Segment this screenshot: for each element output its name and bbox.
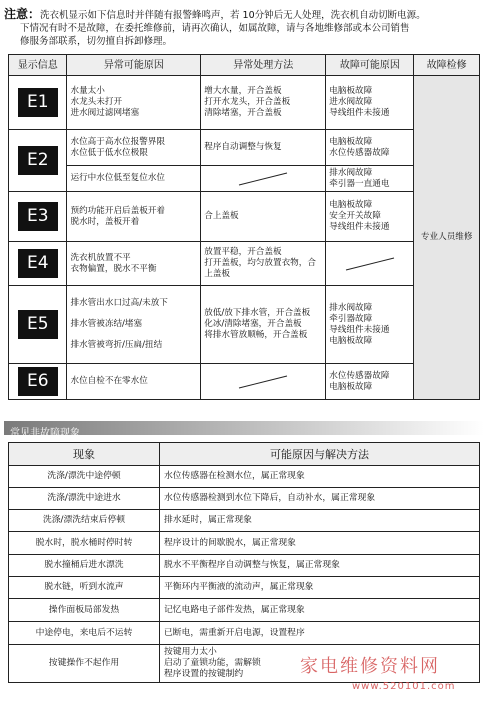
table-row bbox=[9, 532, 480, 555]
header-solution: 可能原因与解决方法 bbox=[160, 443, 480, 466]
normal-phenomena-table bbox=[8, 442, 480, 683]
service-cell: 专业人员维修 bbox=[414, 76, 480, 400]
table-row bbox=[9, 577, 480, 599]
table-row bbox=[9, 599, 480, 622]
fault-cell: 电脑板故障 安全开关故障 导线组件未接通 bbox=[326, 192, 414, 242]
header-service: 故障检修 bbox=[414, 55, 480, 76]
phenomenon-cell: 脱水撞桶后进水漂洗 bbox=[9, 555, 160, 577]
cause-cell: 洗衣机放置不平 衣物偏置，脱水不平衡 bbox=[67, 242, 201, 286]
slash-mark bbox=[237, 375, 289, 389]
notice-line-3: 修服务部联系，切勿擅自拆卸修理。 bbox=[20, 36, 173, 47]
solution-cell: 脱水不平衡程序自动调整与恢复，属正常现象 bbox=[160, 555, 480, 577]
fault-cell: 排水阀故障 牵引器故障 导线组件未接通 电脑板故障 bbox=[326, 286, 414, 364]
fault-row-e2 bbox=[9, 130, 480, 166]
error-code-e2: E2 bbox=[18, 146, 58, 175]
fault-row-e4 bbox=[9, 242, 480, 286]
table-row bbox=[9, 622, 480, 645]
notice-line-2: 下情况有时不是故障，在委托维修前，请再次确认，如属故障，请与各地维修部或本公司销售 bbox=[20, 23, 410, 34]
header-fault: 故障可能原因 bbox=[326, 55, 414, 76]
method-cell-empty bbox=[201, 166, 326, 192]
phenomenon-cell: 按键操作不起作用 bbox=[9, 645, 160, 683]
section-title: 常见非故障现象 bbox=[10, 428, 80, 439]
fault-cell: 水位传感器故障 电脑板故障 bbox=[326, 364, 414, 400]
watermark-text: 家电维修资料网 bbox=[300, 656, 440, 677]
cause-cell: 预约功能开启后盖板开着 脱水时，盖板开着 bbox=[67, 192, 201, 242]
header-cause: 异常可能原因 bbox=[67, 55, 201, 76]
notice-text-1: 洗衣机显示如下信息时并伴随有报警蜂鸣声，若 10分钟后无人处理，洗衣机自动切断电源。 bbox=[40, 10, 426, 21]
notice-line-1 bbox=[4, 8, 484, 22]
method-cell: 合上盖板 bbox=[201, 192, 326, 242]
cause-cell: 水位自检不在零水位 bbox=[67, 364, 201, 400]
method-cell: 增大水量，开合盖板 打开水龙头，开合盖板 清除堵塞，开合盖板 bbox=[201, 76, 326, 130]
header-display: 显示信息 bbox=[9, 55, 67, 76]
cause-cell: 水量太小 水龙头未打开 进水阀过滤网堵塞 bbox=[67, 76, 201, 130]
method-cell: 放置平稳，开合盖板 打开盖板，均匀放置衣物，合上盖板 bbox=[201, 242, 326, 286]
phenomenon-cell: 中途停电，来电后不运转 bbox=[9, 622, 160, 645]
slash-mark bbox=[344, 257, 396, 271]
fault-cell-empty bbox=[326, 242, 414, 286]
section-header bbox=[4, 421, 484, 439]
watermark-url: www.520101.com bbox=[352, 681, 456, 692]
notice-block bbox=[4, 8, 484, 48]
solution-cell: 程序设计的间歇脱水，属正常现象 bbox=[160, 532, 480, 555]
cause-cell: 运行中水位低至复位水位 bbox=[67, 166, 201, 192]
error-code-e3: E3 bbox=[18, 202, 58, 231]
error-code-e6: E6 bbox=[18, 367, 58, 396]
header-phenomenon: 现象 bbox=[9, 443, 160, 466]
solution-cell: 记忆电路电子部件发热，属正常现象 bbox=[160, 599, 480, 622]
table-row bbox=[9, 466, 480, 488]
phenomenon-cell: 操作面板局部发热 bbox=[9, 599, 160, 622]
table-row bbox=[9, 510, 480, 532]
fault-row-e6 bbox=[9, 364, 480, 400]
fault-row-e5 bbox=[9, 286, 480, 364]
cause-cell: 排水管出水口过高/未放下 排水管被冻结/堵塞 排水管被弯折/压扁/扭结 bbox=[67, 286, 201, 364]
normal-table-header bbox=[9, 443, 480, 466]
fault-row-e3 bbox=[9, 192, 480, 242]
table-row bbox=[9, 555, 480, 577]
error-code-e4: E4 bbox=[18, 249, 58, 278]
phenomenon-cell: 洗涤/漂洗中途进水 bbox=[9, 488, 160, 510]
fault-cell: 电脑板故障 进水阀故障 导线组件未接通 bbox=[326, 76, 414, 130]
phenomenon-cell: 脱水链，听到水流声 bbox=[9, 577, 160, 599]
method-cell-empty bbox=[201, 364, 326, 400]
phenomenon-cell: 洗涤/漂洗结束后停顿 bbox=[9, 510, 160, 532]
cause-cell: 水位高于高水位报警界限 水位低于低水位极限 bbox=[67, 130, 201, 166]
fault-row-e2b bbox=[9, 166, 480, 192]
table-row bbox=[9, 488, 480, 510]
solution-cell: 水位传感器检测到水位下降后，自动补水，属正常现象 bbox=[160, 488, 480, 510]
fault-cell: 排水阀故障 牵引器一直通电 bbox=[326, 166, 414, 192]
header-method: 异常处理方法 bbox=[201, 55, 326, 76]
error-code-e1: E1 bbox=[18, 88, 58, 117]
phenomenon-cell: 脱水时，脱水桶时停时转 bbox=[9, 532, 160, 555]
solution-cell: 水位传感器在检测水位，属正常现象 bbox=[160, 466, 480, 488]
solution-cell: 平衡环内平衡液的流动声，属正常现象 bbox=[160, 577, 480, 599]
notice-label: 注意： bbox=[4, 7, 41, 21]
error-code-e5: E5 bbox=[18, 310, 58, 339]
fault-table-header bbox=[9, 55, 480, 76]
method-cell: 程序自动调整与恢复 bbox=[201, 130, 326, 166]
phenomenon-cell: 洗涤/漂洗中途停顿 bbox=[9, 466, 160, 488]
slash-mark bbox=[237, 172, 289, 186]
solution-cell: 排水延时，属正常现象 bbox=[160, 510, 480, 532]
fault-table bbox=[8, 54, 480, 400]
solution-cell: 按键用力太小 启动了童锁功能，需解锁 程序设置的按键制约 bbox=[160, 645, 480, 683]
method-cell: 放低/放下排水管，开合盖板 化冰/清除堵塞，开合盖板 将排水管放顺畅，开合盖板 bbox=[201, 286, 326, 364]
fault-row-e1 bbox=[9, 76, 480, 130]
fault-cell: 电脑板故障 水位传感器故障 bbox=[326, 130, 414, 166]
solution-cell: 已断电，需重新开启电源，设置程序 bbox=[160, 622, 480, 645]
